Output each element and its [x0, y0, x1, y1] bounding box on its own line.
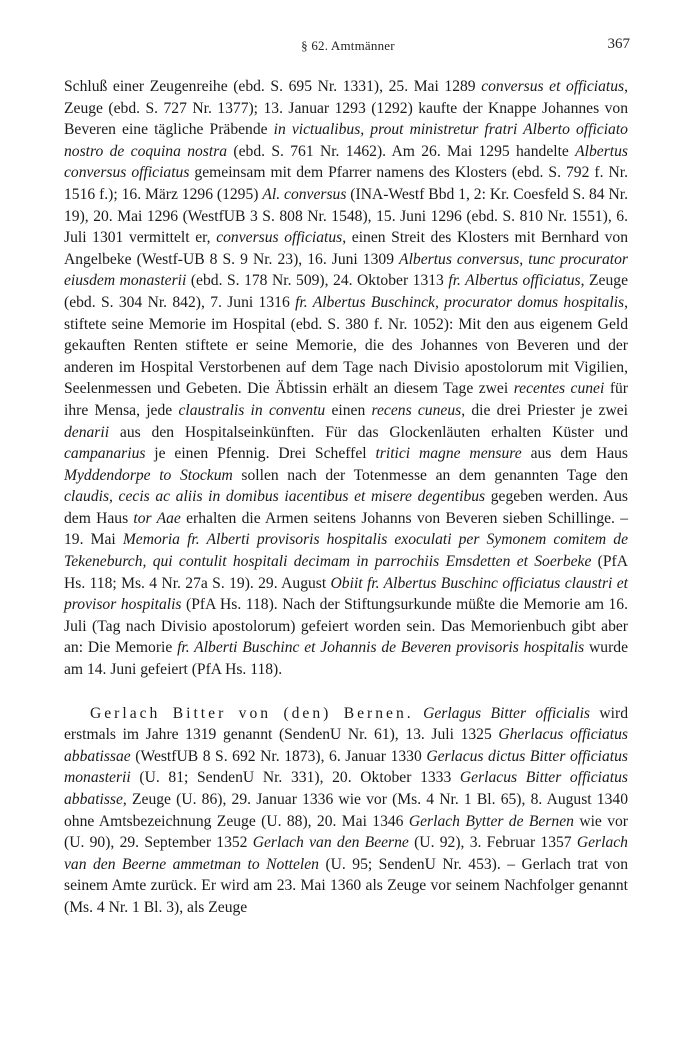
latin-quotation: conversus et officiatus — [481, 78, 625, 95]
text-run: , Zeuge (ebd. S. 304 Nr. 842), 7. Juni 1316 — [64, 272, 628, 311]
text-run: (U. 81; SendenU Nr. 331), 20. Oktober 1333 — [130, 769, 460, 787]
text-run: gegeben werden. Aus dem Haus — [64, 488, 628, 527]
latin-quotation: recentes cunei — [513, 380, 605, 398]
text-run: (U. 95; SendenU Nr. 453). – Gerlach trat von seinem Amte zurück. Er wird am 23. Mai 1360 als Zeuge vor seinem Nachfolger genannt (Ms. 4 Nr. 1 Bl. 3), als Zeuge — [64, 855, 628, 916]
text-run: (ebd. S. 761 Nr. 1462). Am 26. Mai 1295 handelte — [227, 142, 576, 160]
latin-quotation: Gerlacus dictus Bitter officiatus monasterii — [64, 747, 628, 787]
latin-quotation: Albertus conversus, tunc procurator eiusdem monasterii — [64, 250, 628, 290]
latin-quotation: Gerlach Bytter de Bernen — [408, 812, 574, 830]
latin-quotation: claudis, cecis ac aliis in domibus iacentibus et misere degentibus — [64, 488, 486, 506]
text-run — [414, 705, 423, 722]
text-run: , Zeuge (U. 86), 29. Januar 1336 wie vor (Ms. 4 Nr. 1 Bl. 65), 8. August 1340 ohne Amtsbezeichnung Zeuge (U. 88), 20. Mai 1346 — [64, 791, 628, 830]
latin-quotation: Gerlach van den Beerne — [252, 834, 409, 852]
body-paragraph — [64, 76, 628, 681]
latin-quotation: Gherlacus officiatus abbatissae — [64, 726, 628, 765]
latin-quotation: conversus officiatus — [216, 229, 343, 247]
text-run: erhalten die Armen seitens Johanns von Beveren sieben Schillinge. – 19. Mai — [64, 509, 628, 549]
running-title: § 62. Amtmänner — [301, 38, 395, 53]
latin-quotation: denarii — [64, 423, 110, 441]
text-run: , Zeuge (ebd. S. 727 Nr. 1377); 13. Januar 1293 (1292) kaufte der Knappe Johannes von Beveren eine tägliche Präbende — [64, 78, 628, 139]
latin-quotation: fr. Alberti Buschinc et Johannis de Beveren provisoris hospitalis — [177, 639, 585, 657]
document-body — [64, 76, 628, 919]
text-run: sollen nach der Totenmesse an dem genannten Tage den — [232, 466, 628, 484]
latin-quotation: campanarius — [64, 445, 146, 463]
text-run: , die drei Priester je zwei — [461, 401, 628, 419]
text-run: für ihre Mensa, jede — [64, 380, 628, 419]
latin-quotation: claustralis in conventu — [178, 401, 326, 419]
body-paragraph — [64, 703, 628, 919]
latin-quotation: Gerlacus Bitter officiatus abbatisse — [64, 769, 628, 808]
text-run: einen — [325, 401, 372, 419]
text-run: wie vor (U. 90), 29. September 1352 — [64, 812, 628, 852]
latin-quotation: in victualibus, prout ministretur fratri Alberto officiato nostro de coquina nostra — [64, 121, 628, 160]
latin-quotation: fr. Albertus officiatus — [448, 272, 581, 290]
latin-quotation: Obiit fr. Albertus Buschinc officiatus claustri et provisor hospitalis — [64, 574, 628, 614]
text-run: (PfA Hs. 118; Ms. 4 Nr. 27a S. 19). 29. August — [64, 553, 629, 592]
text-run: , stiftete seine Memorie im Hospital (ebd. S. 380 f. Nr. 1052): Mit den aus eigenem Geld gekauften Renten stiftete er seine Memorie, die des Johannes von Beveren und der anderen im Hospital Verstorbenen auf dem Tage nach Divisio apostolorum mit Vigilien, Seelenmessen und Gebeten. Die Äbtissin erhält an diesem Tage zwei — [64, 293, 628, 398]
latin-quotation: Memoria fr. Alberti provisoris hospitalis exoculati per Symonem comitem de Tekeneburch, qui contulit hospitali decimam in parrochiis Emsdetten et Soerbeke — [64, 531, 628, 571]
latin-quotation: recens cuneus — [371, 401, 462, 419]
text-run: wurde am 14. Juni gefeiert (PfA Hs. 118). — [64, 639, 629, 679]
text-run: (U. 92), 3. Februar 1357 — [408, 834, 577, 852]
entry-name: Gerlach Bitter von (den) Bernen. — [90, 704, 414, 722]
latin-quotation: Al. conversus — [262, 185, 347, 203]
text-run: je einen Pfennig. Drei Scheffel — [145, 445, 376, 463]
text-run: wird erstmals im Jahre 1319 genannt (SendenU Nr. 61), 13. Juli 1325 — [64, 704, 628, 744]
text-run: (PfA Hs. 118). Nach der Stiftungsurkunde müßte die Memorie am 16. Juli (Tag nach Divisio apostolorum) gefeiert worden sein. Das Memorienbuch gibt aber an: Die Memorie — [64, 596, 628, 657]
latin-quotation: Albertus conversus officiatus — [64, 142, 628, 182]
latin-quotation: tor Aae — [133, 509, 181, 527]
page-number: 367 — [607, 36, 630, 52]
text-run: Schluß einer Zeugenreihe (ebd. S. 695 Nr. 1331), 25. Mai 1289 — [64, 78, 482, 95]
text-run: aus dem Haus — [521, 445, 628, 463]
text-run: gemeinsam mit dem Pfarrer namens des Klosters (ebd. S. 792 f. Nr. 1516 f.); 16. März 1296 (1295) — [64, 164, 628, 203]
text-run: (ebd. S. 178 Nr. 509), 24. Oktober 1313 — [186, 272, 449, 290]
latin-quotation: Myddendorpe to Stockum — [64, 466, 233, 484]
text-run: , einen Streit des Klosters mit Bernhard von Angelbeke (Westf-UB 8 S. 9 Nr. 23), 16. Juni 1309 — [64, 229, 628, 268]
text-run: (INA-Westf Bbd 1, 2: Kr. Coesfeld S. 84 Nr. 19), 20. Mai 1296 (WestfUB 3 S. 808 Nr. 1548), 15. Juni 1296 (ebd. S. 810 Nr. 1551), 6. Juli 1301 vermittelt er, — [64, 185, 629, 247]
text-run: (WestfUB 8 S. 692 Nr. 1873), 6. Januar 1330 — [130, 747, 427, 765]
text-run: aus den Hospitalseinkünften. Für das Glockenläuten erhalten Küster und — [109, 423, 628, 441]
page-header — [64, 38, 632, 60]
latin-quotation: Gerlagus Bitter officialis — [423, 704, 591, 722]
latin-quotation: tritici magne mensure — [375, 445, 522, 463]
latin-quotation: Gerlach van den Beerne ammetman to Nottelen — [64, 834, 628, 873]
latin-quotation: fr. Albertus Buschinck, procurator domus hospitalis — [295, 293, 625, 311]
